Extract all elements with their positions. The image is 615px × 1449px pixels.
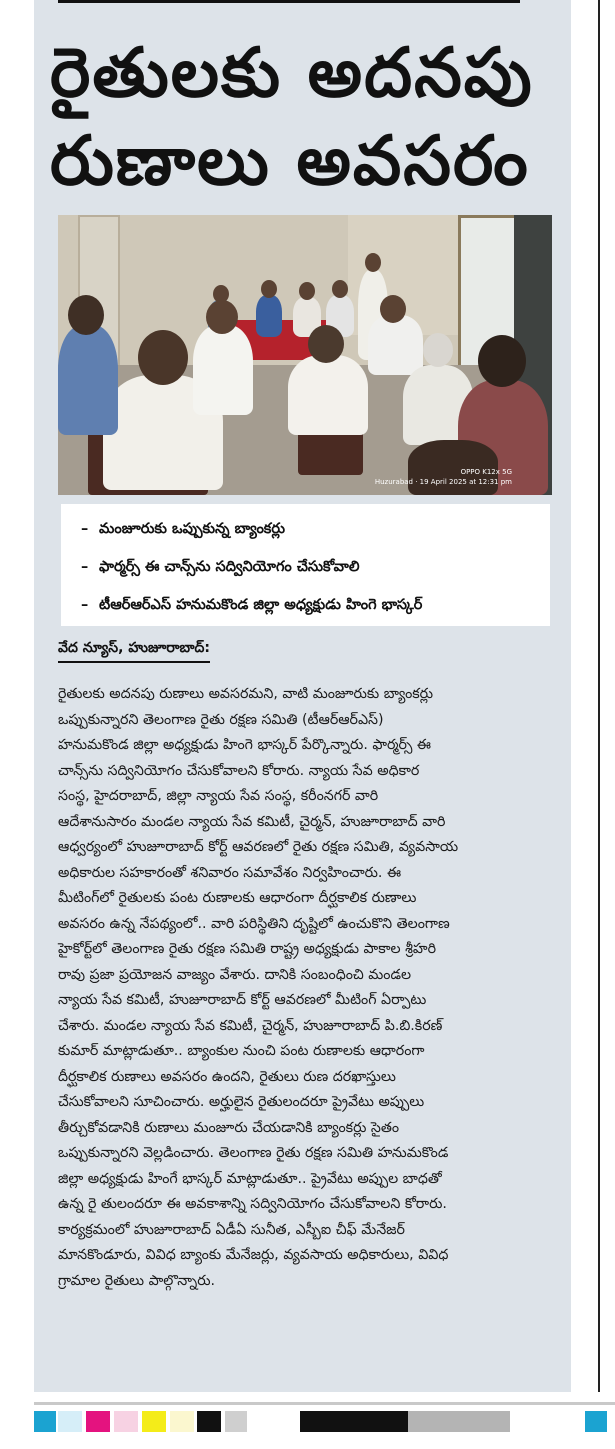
highlights-box xyxy=(61,504,550,626)
body-line: జిల్లా అధ్యక్షుడు హింగే భాస్కర్ మాట్లాడుతూ.. ప్రైవేటు అప్పుల బాధతో xyxy=(58,1170,442,1187)
body-line: హైకోర్ట్‌లో తెలంగాణ రైతు రక్షణ సమితి రాష్ట్ర అధ్యక్షుడు పాకాల శ్రీహరి xyxy=(58,941,436,957)
color-swatch xyxy=(86,1411,110,1432)
body-line: కార్యక్రమంలో హుజూరాబాద్ ఏడీఏ సునీత, ఎస్బీఐ చీఫ్ మేనేజర్ xyxy=(58,1221,405,1238)
body-line: అధికారుల సహకారంతో శనివారం సమావేశం నిర్వహించారు. ఈ xyxy=(58,864,402,881)
color-swatch xyxy=(408,1411,510,1432)
article-body xyxy=(58,682,558,1294)
body-line: మానకొండూరు, వివిధ బ్యాంకు మేనేజర్లు, వ్యవసాయ అధికారులు, వివిధ xyxy=(58,1247,449,1263)
body-line: హనుమకొండ జిల్లా అధ్యక్షుడు హింగె భాస్కర్ పేర్కొన్నారు. ఫార్మర్స్ ఈ xyxy=(58,737,432,753)
color-swatch xyxy=(114,1411,138,1432)
color-swatch xyxy=(585,1411,607,1432)
color-swatch xyxy=(58,1411,82,1432)
body-line: చేశారు. మండల న్యాయ సేవ కమిటీ, చైర్మన్, హుజూరాబాద్ పి.బి.కిరణ్ xyxy=(58,1017,443,1034)
body-line: చేసుకోవాలని సూచించారు. అర్హులైన రైతులందరూ ప్రైవేటు అప్పులు xyxy=(58,1094,425,1110)
highlight-item: – ఫార్మర్స్ ఈ చాన్స్‌ను సద్వినియోగం చేసుకోవాలి xyxy=(81,559,360,575)
body-line: తీర్చుకోవడానికి రుణాలు మంజూరు చేయడానికి బ్యాంకర్లు సైతం xyxy=(58,1119,400,1136)
location-time: Huzurabad · 19 April 2025 at 12:31 pm xyxy=(374,478,512,486)
top-rule xyxy=(58,0,520,3)
body-line: కుమార్ మాట్లాడుతూ.. బ్యాంకుల నుంచి పంట రుణాలకు ఆధారంగా xyxy=(58,1043,425,1059)
color-swatch xyxy=(300,1411,408,1432)
headline xyxy=(50,30,560,206)
body-line: రావు ప్రజా ప్రయోజన వాజ్యం వేశారు. దానికి సంబంధించి మండల xyxy=(58,966,412,983)
body-line: ఉన్న రై తులందరూ ఈ అవకాశాన్ని సద్వినియోగం చేసుకోవాలని కోరారు. xyxy=(58,1196,447,1212)
color-swatch xyxy=(197,1411,221,1432)
camera-model: OPPO K12x 5G xyxy=(460,468,512,476)
color-swatch xyxy=(170,1411,194,1432)
body-line: దీర్ఘకాలిక రుణాలు అవసరం ఉందని, రైతులు రుణ దరఖాస్తులు xyxy=(58,1068,396,1085)
body-line: చాన్స్‌ను సద్వినియోగం చేసుకోవాలని కోరారు. న్యాయ సేవ అధికార xyxy=(58,762,420,779)
body-line: ఆధ్వర్యంలో హుజూరాబాద్ కోర్ట్ ఆవరణలో రైతు రక్షణ సమితి, వ్యవసాయ xyxy=(58,839,459,855)
photo-stamp xyxy=(375,467,512,487)
trim-line xyxy=(34,1402,615,1405)
page-margin-right xyxy=(571,0,615,1392)
body-line: గ్రామాల రైతులు పాల్గొన్నారు. xyxy=(58,1272,216,1289)
color-swatch xyxy=(34,1411,56,1432)
body-line: రైతులకు అదనపు రుణాలు అవసరమని, వాటి మంజూరుకు బ్యాంకర్లు xyxy=(58,686,434,702)
body-line: అవసరం ఉన్న నేపథ్యంలో.. వారి పరిస్థితిని దృష్టిలో ఉంచుకొని తెలంగాణ xyxy=(58,915,450,932)
color-swatch xyxy=(142,1411,166,1432)
body-line: ఒప్పుకున్నారని తెలంగాణ రైతు రక్షణ సమితి (టీఆర్ఆర్ఎస్) xyxy=(58,711,384,728)
byline: వేద న్యూస్, హుజూరాబాద్: xyxy=(58,640,210,663)
body-line: న్యాయ సేవ కమిటీ, హుజూరాబాద్ కోర్ట్ ఆవరణలో మీటింగ్ ఏర్పాటు xyxy=(58,992,427,1008)
meeting-photo xyxy=(58,215,552,495)
body-line: ఒప్పుకున్నారని వెల్లడించారు. తెలంగాణ రైతు రక్షణ సమితి హనుమకొండ xyxy=(58,1145,449,1161)
color-swatch xyxy=(225,1411,247,1432)
body-line: మీటింగ్‌లో రైతులకు పంట రుణాలకు ఆధారంగా దీర్ఘకాలిక రుణాలు xyxy=(58,890,417,906)
headline-line-1: రైతులకు అదనపు xyxy=(50,34,534,113)
highlight-item: – టీఆర్ఆర్ఎస్ హనుమకొండ జిల్లా అధ్యక్షుడు హింగె భాస్కర్ xyxy=(81,597,423,613)
body-line: ఆదేశానుసారం మండల న్యాయ సేవ కమిటీ, చైర్మన్, హుజూరాబాద్ వారి xyxy=(58,813,446,830)
column-rule xyxy=(598,0,600,1392)
headline-line-2: రుణాలు అవసరం xyxy=(50,122,530,201)
page-margin-left xyxy=(0,0,34,1392)
body-line: సంస్థ, హైదరాబాద్, జిల్లా న్యాయ సేవ సంస్థ, కరీంనగర్ వారి xyxy=(58,788,379,804)
highlight-item: – మంజూరుకు ఒప్పుకున్న బ్యాంకర్లు xyxy=(81,521,285,537)
